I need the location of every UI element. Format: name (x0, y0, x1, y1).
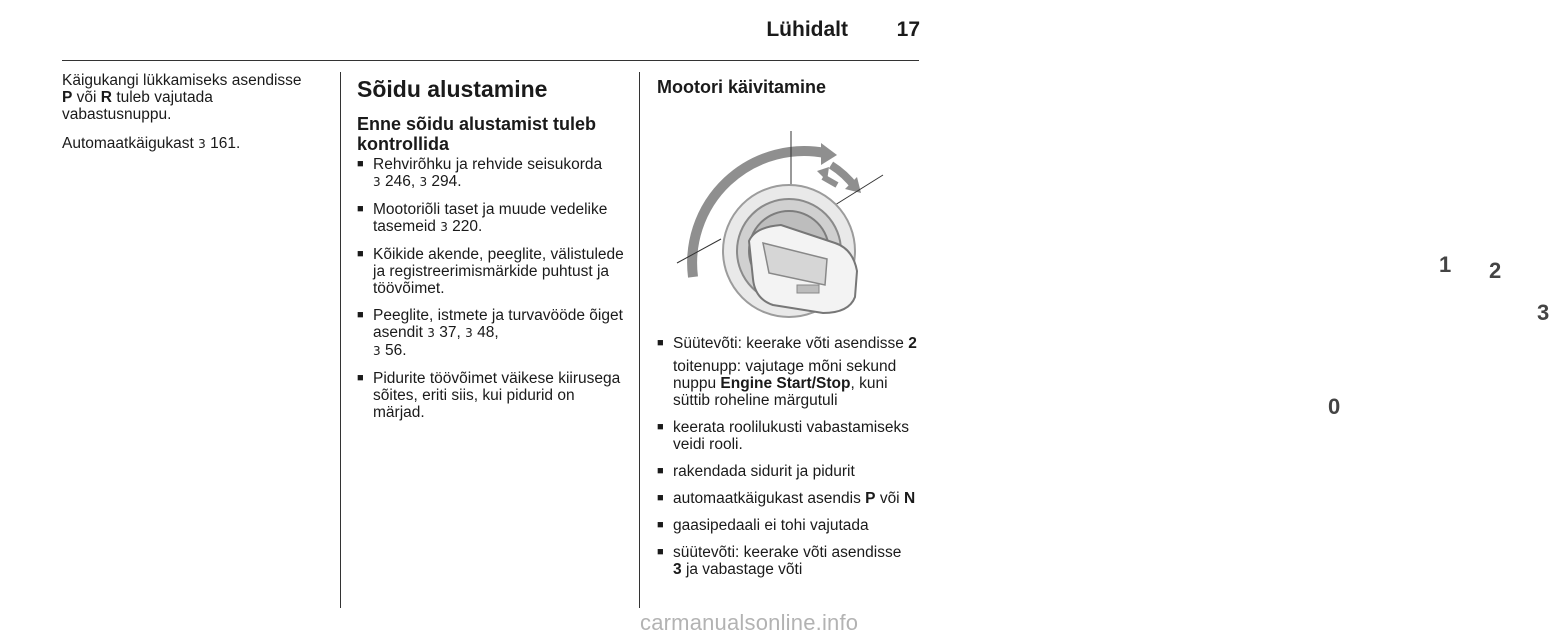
sub-heading: Enne sõidu alustamist tuleb kontrollida (357, 114, 597, 154)
page-ref-icon: 3 (465, 326, 473, 340)
page-ref-icon: 3 (427, 326, 435, 340)
column-divider-2 (639, 72, 640, 608)
list-item: ■ Pidurite töövõimet väikese kiirusega sõites, eriti siis, kui pidurid on märjad. (357, 370, 629, 421)
list-item: ■ rakendada sidurit ja pidurit (657, 463, 923, 480)
figure-label-2: 2 (1489, 258, 1502, 283)
section-heading: Sõidu alustamine (357, 76, 548, 102)
list-item: ■ automaatkäigukast asendis P või N (657, 490, 923, 507)
column-3 (657, 72, 1549, 588)
section-heading: Mootori käivitamine (657, 77, 827, 97)
figure-label-1: 1 (1439, 252, 1452, 277)
page-ref-icon: 3 (198, 137, 206, 151)
list-item: ■ süütevõti: keerake võti asendisse 3 ja vabastage võti (657, 544, 923, 578)
page-number: 17 (896, 18, 920, 41)
page-ref-icon: 3 (440, 220, 448, 234)
list-item: ■ Süütevõti: keerake võti asendisse 2 toitenupp: vajutage mõni sekund nuppu Engine Start/Stop, kuni süttib roheline märgutuli (657, 335, 923, 409)
list-item: ■ gaasipedaali ei tohi vajutada (657, 517, 923, 534)
running-header-title: Lühidalt (766, 18, 848, 41)
pre-drive-checklist (357, 156, 629, 421)
page-ref-icon: 3 (373, 344, 381, 358)
list-item: ■ keerata roolilukusti vabastamiseks veidi rooli. (657, 419, 923, 453)
gear-lever-paragraph: Käigukangi lükkamiseks asendisse P või R tuleb vajutada vabastusnuppu. (62, 72, 302, 123)
list-item: ■ Mootoriõli taset ja muude vedelike tasemeid 3 220. (357, 201, 629, 236)
watermark: carmanualsonline.info (640, 610, 859, 635)
list-item: ■ Kõikide akende, peeglite, välistulede ja registreerimismärkide puhtust ja töövõimet. (357, 246, 629, 297)
header-rule (62, 60, 919, 61)
figure-label-3: 3 (1537, 300, 1549, 325)
figure-label-0: 0 (1328, 394, 1341, 419)
column-1 (62, 72, 324, 165)
start-engine-steps (657, 335, 923, 578)
automatic-gearbox-ref: Automaatkäigukast 3 161. (62, 135, 241, 152)
list-item: ■ Rehvirõhku ja rehvide seisukorda 3 246, 3 294. (357, 156, 629, 191)
column-2 (357, 72, 629, 431)
column-divider-1 (340, 72, 341, 608)
page-ref-icon: 3 (419, 175, 428, 189)
page-ref-icon: 3 (373, 175, 381, 189)
list-item: ■ Peeglite, istmete ja turvavööde õiget asendit 3 37, 3 48, 3 56. (357, 307, 629, 360)
